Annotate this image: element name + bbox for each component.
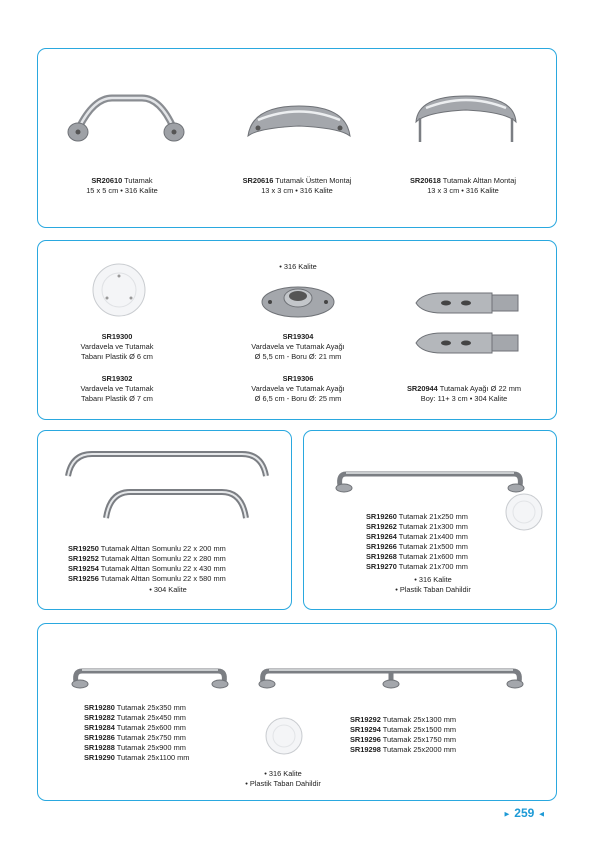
line1: Tutamak Ayağı Ø 22 mm [437, 384, 522, 393]
line1: Vardavela ve Tutamak Ayağı [251, 342, 345, 351]
item-sr19302 [52, 374, 182, 404]
list-item: SR19294 Tutamak 25x1500 mm [350, 725, 457, 734]
handles-25mm-list-left [84, 703, 189, 763]
line2: Tabanı Plastik Ø 6 cm [81, 352, 153, 361]
rail-short-image [100, 484, 252, 524]
list-item: SR19290 Tutamak 25x1100 mm [84, 753, 190, 762]
list-item: SR19288 Tutamak 25x900 mm [84, 743, 186, 752]
list-item: SR19256 Tutamak Alttan Somunlu 22 x 580 mm [68, 574, 226, 583]
line1: Vardavela ve Tutamak Ayağı [251, 384, 345, 393]
name: Tutamak Alttan Montaj [440, 176, 516, 185]
plastic-base-image [91, 262, 147, 318]
list-item: SR19260 Tutamak 21x250 mm [366, 512, 468, 521]
list-item: SR19284 Tutamak 25x600 mm [84, 723, 186, 732]
line1: Vardavela ve Tutamak [80, 384, 154, 393]
underside-list [68, 544, 226, 584]
item-sr20618 [388, 176, 538, 196]
note-base-p4: • Plastik Taban Dahildir [395, 585, 471, 594]
list-item: SR19282 Tutamak 25x450 mm [84, 713, 186, 722]
list-item: SR19254 Tutamak Alttan Somunlu 22 x 430 mm [68, 564, 226, 573]
code: SR19300 [101, 332, 133, 341]
rail-25mm-long-image [255, 662, 527, 690]
handle-sr20610-image [62, 88, 190, 148]
code: SR20616 [242, 176, 274, 185]
note-base-p5: • Plastik Taban Dahildir [245, 779, 321, 788]
handles-21mm-list [366, 512, 468, 572]
list-item: SR19298 Tutamak 25x2000 mm [350, 745, 457, 754]
rail-25mm-short-image [68, 662, 232, 690]
handles-25mm-list-right [350, 715, 456, 755]
arrow-right-icon: ► [503, 809, 511, 819]
rail-21mm-image [332, 464, 528, 494]
item-sr19306 [218, 374, 378, 404]
handle-foot-image-1 [412, 290, 522, 316]
line2: Ø 5,5 cm - Boru Ø: 21 mm [254, 352, 342, 361]
handle-sr20616-image [240, 98, 358, 143]
rail-long-image [62, 448, 272, 484]
list-item: SR19292 Tutamak 25x1300 mm [350, 715, 457, 724]
list-item: SR19268 Tutamak 21x600 mm [366, 552, 468, 561]
note-316-p5: • 316 Kalite [264, 769, 302, 778]
item-sr20616 [222, 176, 372, 196]
arrow-left-icon: ◄ [537, 809, 546, 819]
list-item: SR19280 Tutamak 25x350 mm [84, 703, 186, 712]
spec: 13 x 3 cm • 316 Kalite [261, 186, 333, 195]
line2: Boy: 11+ 3 cm • 304 Kalite [420, 394, 508, 403]
code: SR20610 [91, 176, 123, 185]
list-item: SR19262 Tutamak 21x300 mm [366, 522, 468, 531]
flange-image [258, 278, 338, 320]
page-number [503, 806, 546, 820]
code: SR20944 [406, 384, 438, 393]
plastic-base-image-3 [264, 716, 304, 756]
spec: 13 x 3 cm • 316 Kalite [427, 186, 499, 195]
note-304: • 304 Kalite [149, 585, 187, 594]
code: SR19304 [282, 332, 314, 341]
note-316: • 316 Kalite [279, 262, 317, 271]
item-sr20944 [384, 384, 544, 404]
line1: Vardavela ve Tutamak [80, 342, 154, 351]
note-316-p4: • 316 Kalite [414, 575, 452, 584]
handle-sr20618-image [410, 90, 522, 145]
list-item: SR19250 Tutamak Alttan Somunlu 22 x 200 mm [68, 544, 226, 553]
name: Tutamak [122, 176, 153, 185]
item-sr19304 [218, 332, 378, 362]
code: SR19302 [101, 374, 133, 383]
code: SR19306 [282, 374, 314, 383]
code: SR20618 [409, 176, 441, 185]
spec: 15 x 5 cm • 316 Kalite [86, 186, 158, 195]
item-sr19300 [52, 332, 182, 362]
list-item: SR19252 Tutamak Alttan Somunlu 22 x 280 mm [68, 554, 226, 563]
name: Tutamak Üstten Montaj [273, 176, 352, 185]
list-item: SR19286 Tutamak 25x750 mm [84, 733, 186, 742]
handle-foot-image-2 [412, 330, 522, 356]
item-sr20610 [52, 176, 192, 196]
line2: Ø 6,5 cm - Boru Ø: 25 mm [254, 394, 342, 403]
line2: Tabanı Plastik Ø 7 cm [81, 394, 153, 403]
list-item: SR19266 Tutamak 21x500 mm [366, 542, 468, 551]
list-item: SR19264 Tutamak 21x400 mm [366, 532, 468, 541]
page-number-value: 259 [514, 806, 535, 820]
list-item: SR19296 Tutamak 25x1750 mm [350, 735, 457, 744]
list-item: SR19270 Tutamak 21x700 mm [366, 562, 468, 571]
plastic-base-image-2 [504, 492, 544, 532]
